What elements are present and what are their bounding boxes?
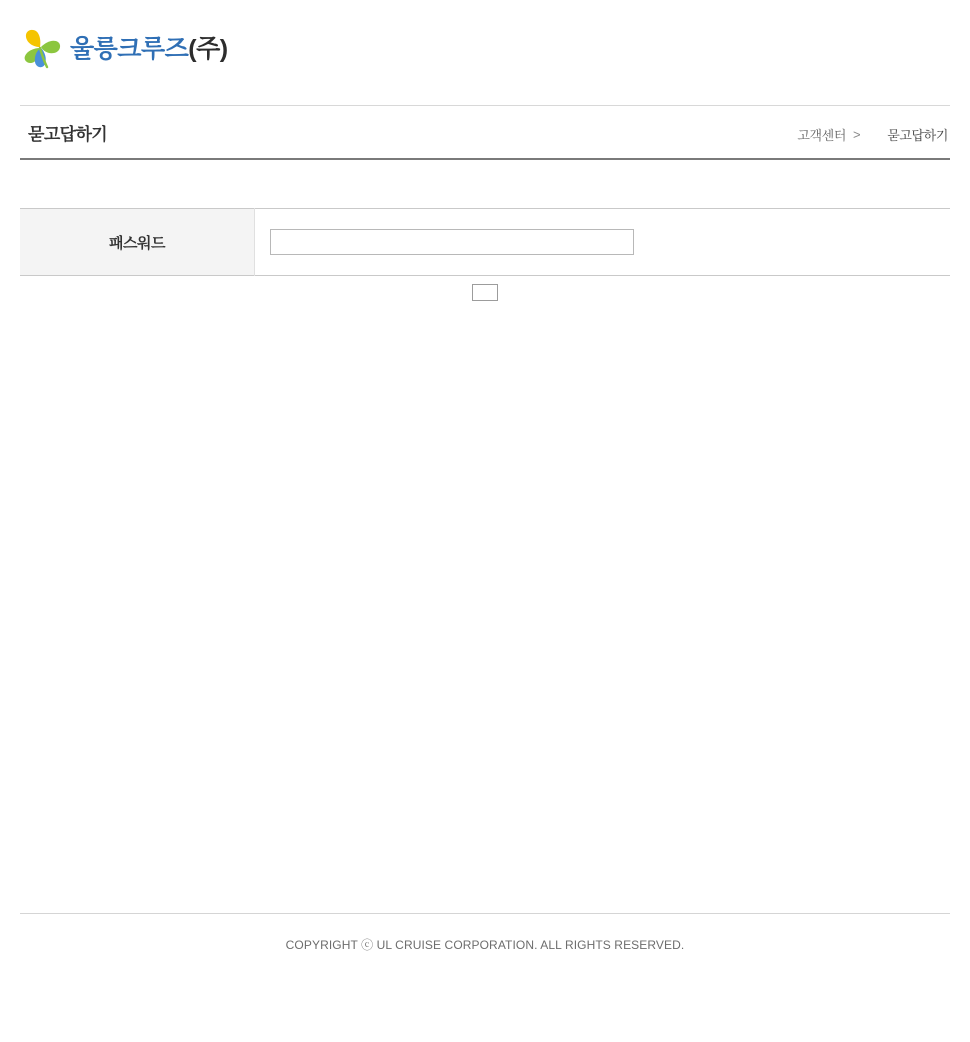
logo-text-suffix: (주) <box>188 34 228 63</box>
breadcrumb-separator-icon: > <box>853 127 861 142</box>
table-row <box>20 209 950 276</box>
password-label: 패스워드 <box>20 209 255 276</box>
content-top-spacer <box>20 160 950 208</box>
password-field-cell <box>255 209 951 276</box>
site-header <box>0 0 970 105</box>
site-logo-link[interactable] <box>20 27 228 71</box>
site-logo-text <box>70 34 228 63</box>
site-footer <box>20 913 950 953</box>
breadcrumb <box>797 125 948 144</box>
breadcrumb-current: 묻고답하기 <box>887 128 948 143</box>
copyright-text: COPYRIGHT ⓒ UL CRUISE CORPORATION. ALL RIGHTS RESERVED. <box>285 938 685 952</box>
breadcrumb-parent[interactable]: 고객센터 <box>797 128 846 143</box>
main-content <box>20 160 950 305</box>
page-title-bar <box>20 105 950 160</box>
logo-text-main: 울릉크루즈 <box>70 34 189 63</box>
page-title: 묻고답하기 <box>28 125 108 144</box>
pinwheel-flower-logo-icon <box>20 27 62 71</box>
password-input[interactable] <box>270 229 634 255</box>
submit-row <box>20 276 950 305</box>
password-form-table <box>20 208 950 276</box>
submit-button[interactable] <box>472 284 498 301</box>
